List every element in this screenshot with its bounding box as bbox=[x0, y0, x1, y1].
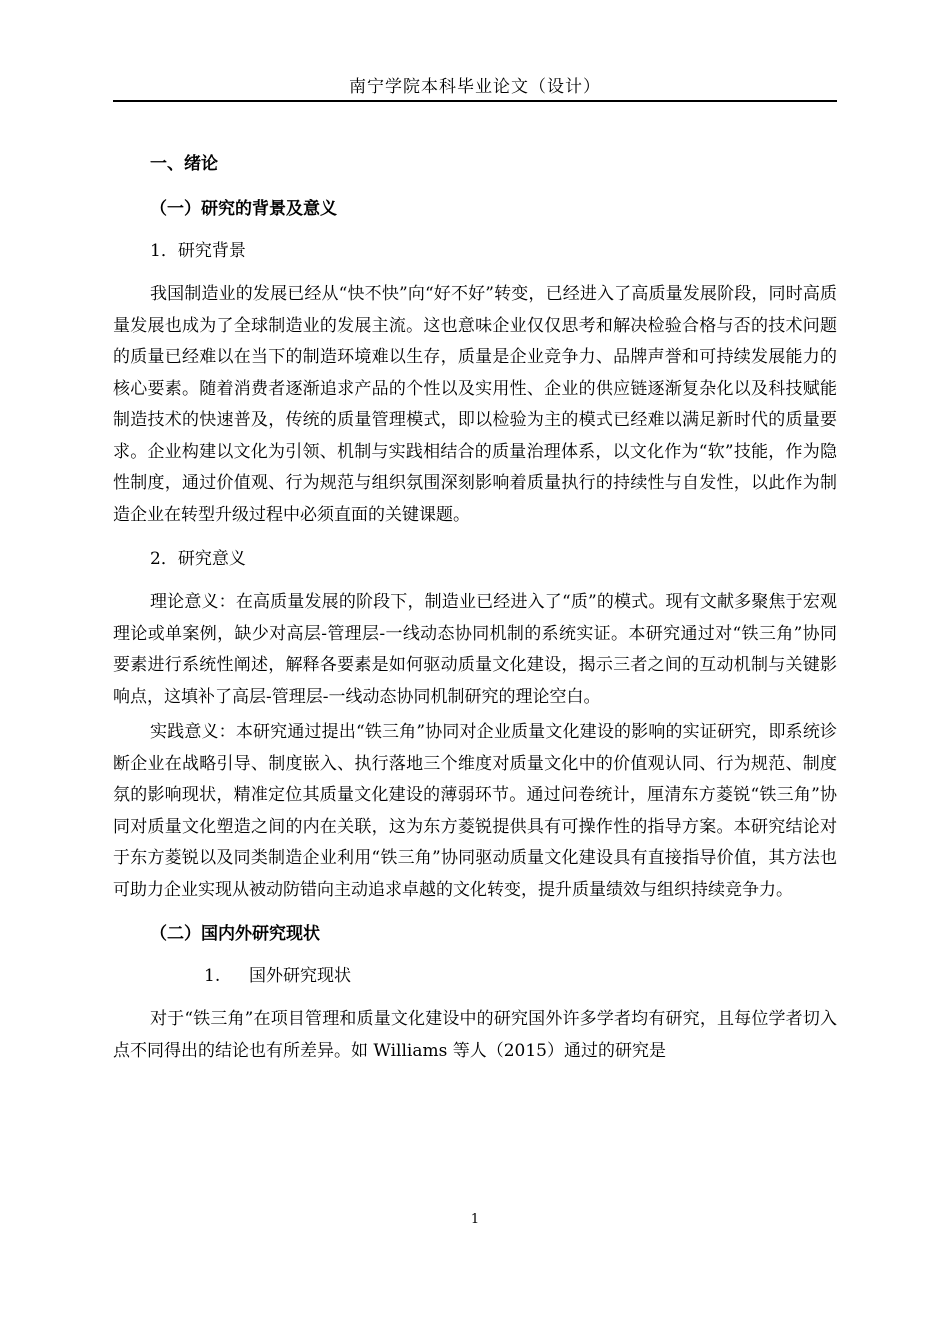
list-number: 1. bbox=[204, 966, 221, 986]
list-label: 国外研究现状 bbox=[249, 966, 351, 986]
header-divider bbox=[113, 100, 837, 102]
paragraph-practical-significance: 实践意义：本研究通过提出“铁三角”协同对企业质量文化建设的影响的实证研究，即系统诊断企业在战略引导、制度嵌入、执行落地三个维度对质量文化中的价值观认同、行为规范、制度氛的影响现状，精准定位其质量文化建设的薄弱环节。通过问卷统计，厘清东方菱锐“铁三角”协同对质量文化塑造之间的内在关联，这为东方菱锐提供具有可操作性的指导方案。本研究结论对于东方菱锐以及同类制造企业利用“铁三角”协同驱动质量文化建设具有直接指导价值，其方法也可助力企业实现从被动防错向主动追求卓越的文化转变，提升质量绩效与组织持续竞争力。 bbox=[113, 722, 837, 900]
subsection-heading-research-background: 1．研究背景 bbox=[150, 241, 246, 261]
subsection-heading-foreign-research bbox=[204, 962, 837, 990]
chapter-heading: 一、绪论 bbox=[150, 154, 218, 174]
paragraph-theoretical-significance: 理论意义：在高质量发展的阶段下，制造业已经进入了“质”的模式。现有文献多聚焦于宏观理论或单案例，缺少对高层-管理层-一线动态协同机制的系统实证。本研究通过对“铁三角”协同要素进行系统性阐述，解释各要素是如何驱动质量文化建设，揭示三者之间的互动机制与关键影响点，这填补了高层-管理层-一线动态协同机制研究的理论空白。 bbox=[113, 592, 837, 707]
page-number: 1 bbox=[470, 1212, 480, 1227]
subsection-heading-research-significance: 2．研究意义 bbox=[150, 549, 246, 569]
section-heading-background: （一）研究的背景及意义 bbox=[150, 199, 337, 219]
paragraph-foreign-research: 对于“铁三角”在项目管理和质量文化建设中的研究国外许多学者均有研究，且每位学者切入点不同得出的结论也有所差异。如 Williams 等人（2015）通过的研究是 bbox=[113, 1009, 837, 1061]
document-body bbox=[113, 150, 837, 1071]
paragraph-research-background: 我国制造业的发展已经从“快不快”向“好不好”转变，已经进入了高质量发展阶段，同时高质量发展也成为了全球制造业的发展主流。这也意味企业仅仅思考和解决检验合格与否的技术问题的质量已经难以在当下的制造环境难以生存，质量是企业竞争力、品牌声誉和可持续发展能力的核心要素。随着消费者逐渐追求产品的个性以及实用性、企业的供应链逐渐复杂化以及科技赋能制造技术的快速普及，传统的质量管理模式，即以检验为主的模式已经难以满足新时代的质量要求。企业构建以文化为引领、机制与实践相结合的质量治理体系，以文化作为“软”技能，作为隐性制度，通过价值观、行为规范与组织氛围深刻影响着质量执行的持续性与自发性，以此作为制造企业在转型升级过程中必须直面的关键课题。 bbox=[113, 284, 837, 525]
section-heading-research-status: （二）国内外研究现状 bbox=[150, 924, 320, 944]
running-header-title: 南宁学院本科毕业论文（设计） bbox=[349, 77, 601, 97]
